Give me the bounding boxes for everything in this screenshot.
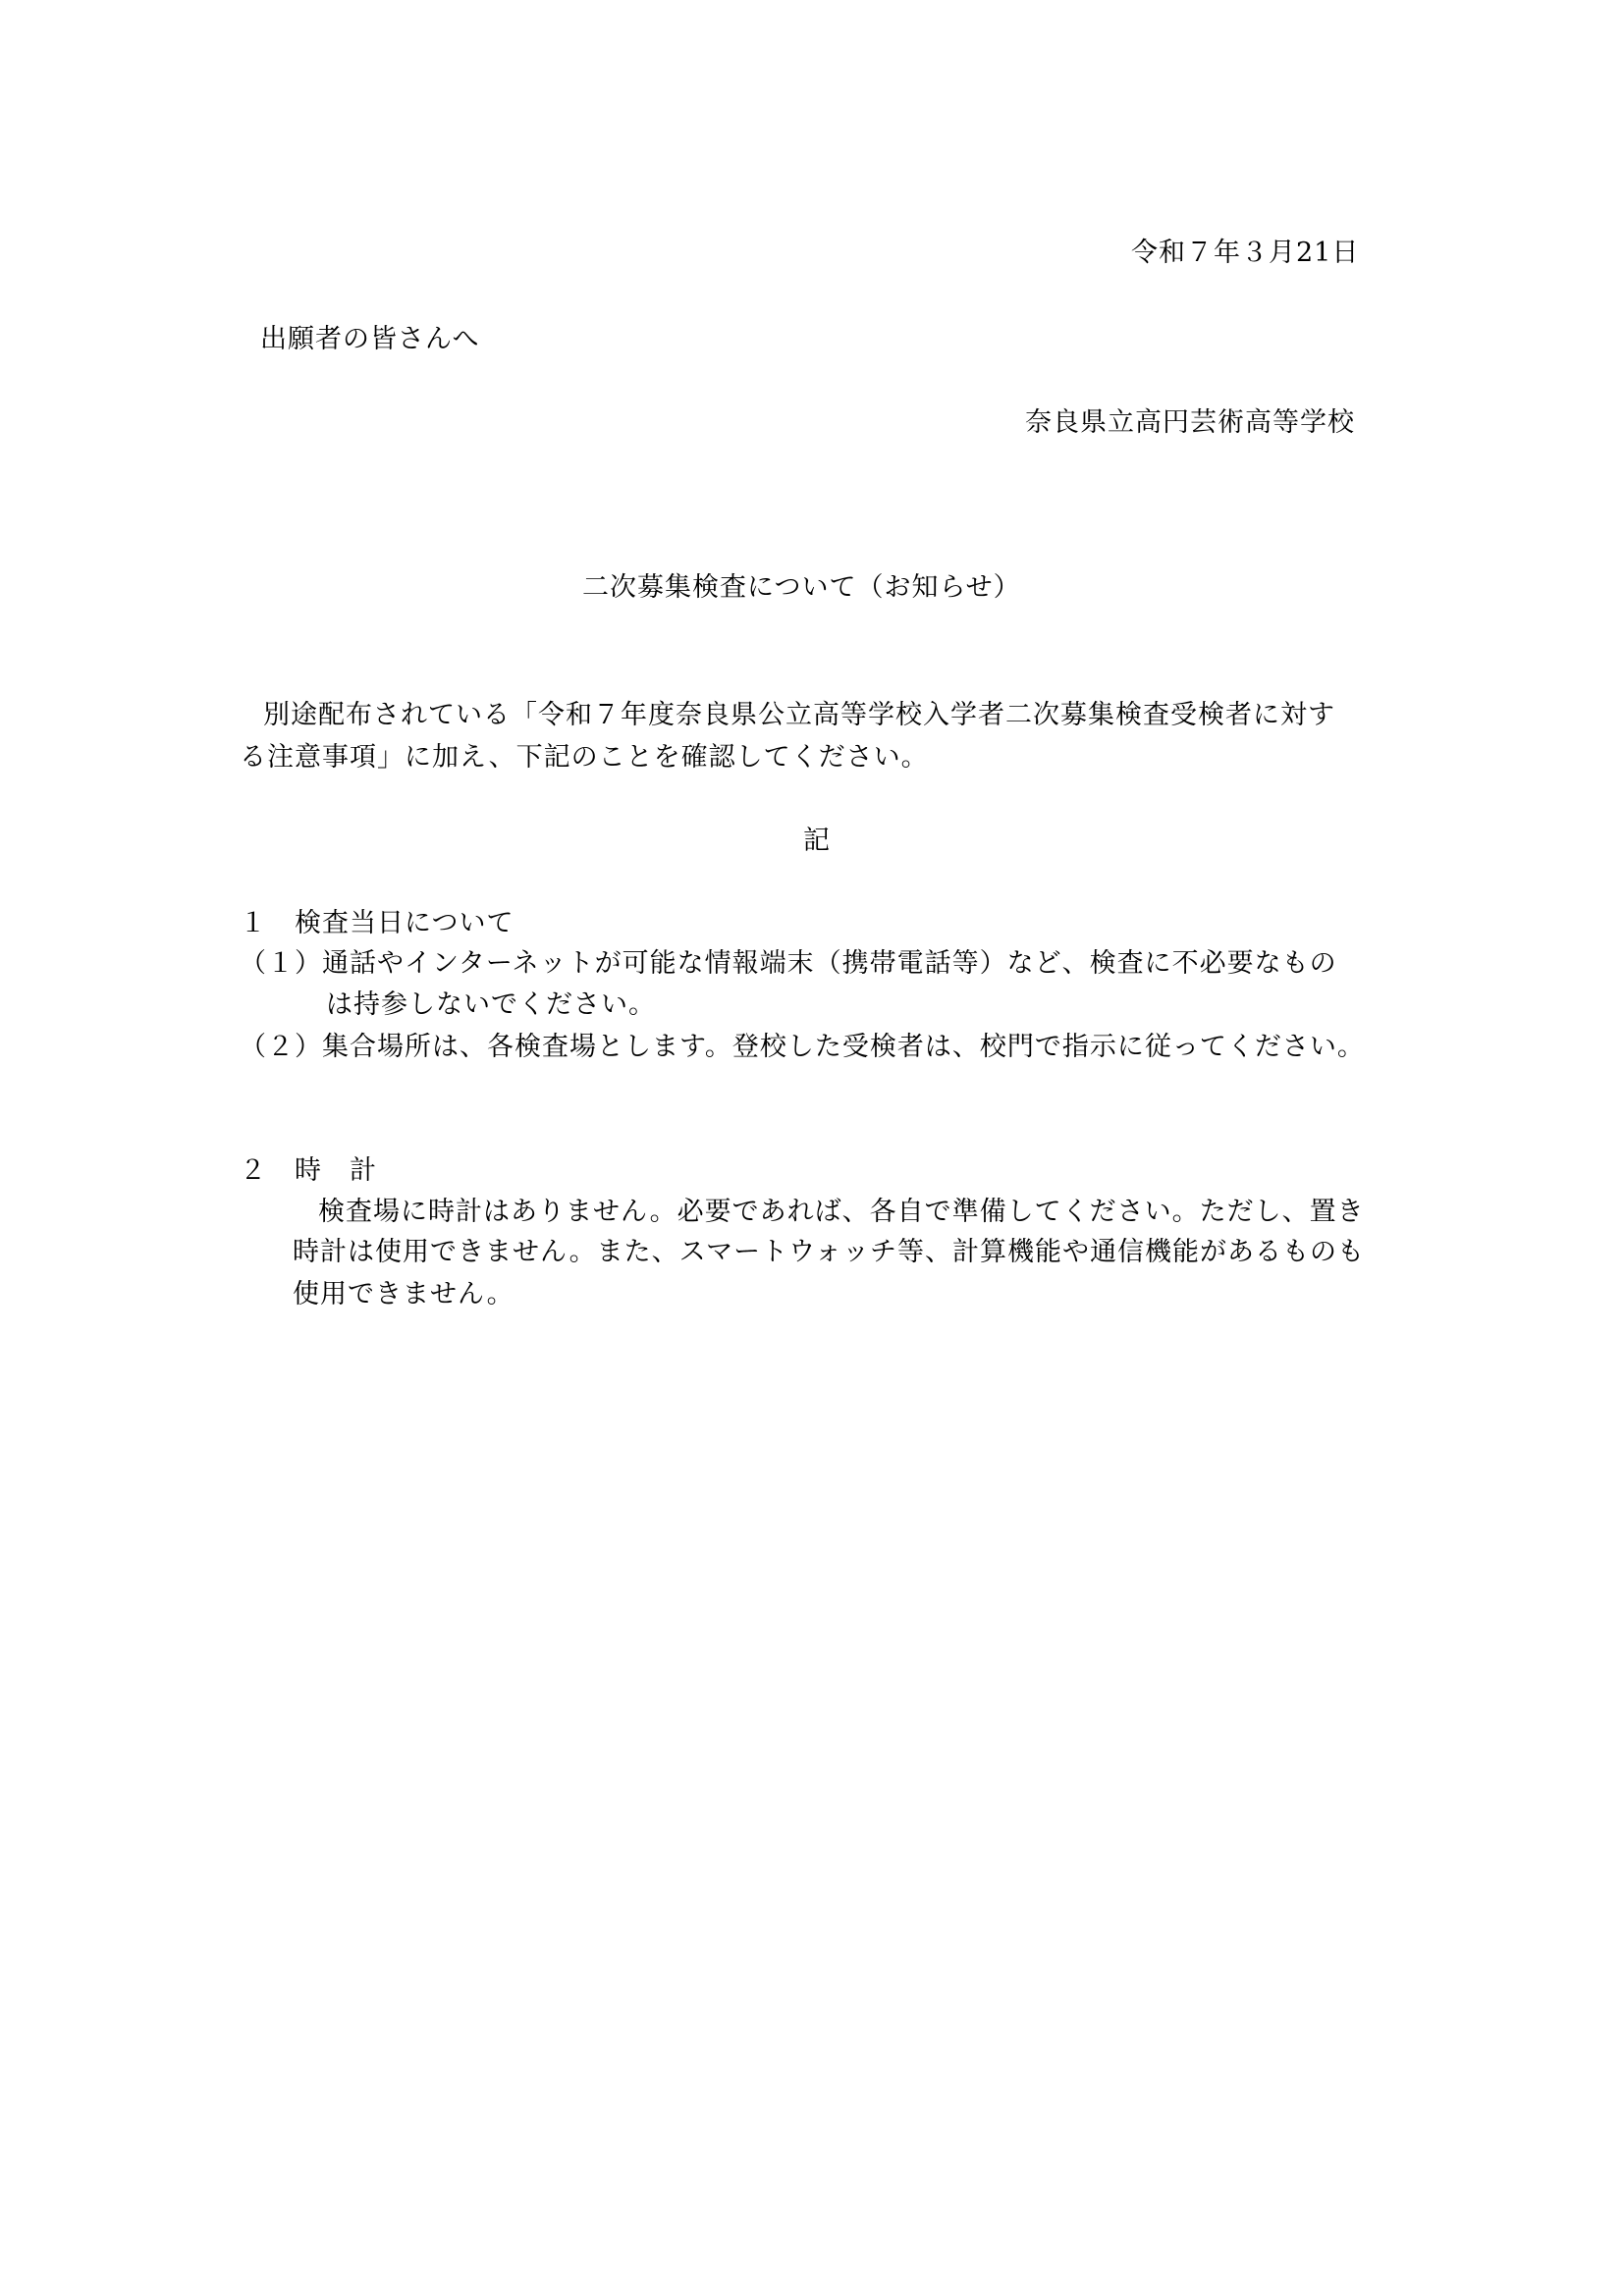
section-2-line-3: 使用できません。 — [293, 1279, 514, 1309]
document-title: 二次募集検査について（お知らせ） — [582, 572, 1021, 603]
section-2-heading: ２ 時 計 — [240, 1155, 377, 1186]
sender-school: 奈良県立高円芸術高等学校 — [1025, 407, 1355, 438]
section-1-heading: １ 検査当日について — [240, 908, 514, 938]
section-1-item-1-line-1: （１）通話やインターネットが可能な情報端末（携帯電話等）など、検査に不必要なもの — [240, 948, 1337, 979]
section-1-item-2: （２）集合場所は、各検査場とします。登校した受検者は、校門で指示に従ってください。 — [240, 1032, 1365, 1062]
section-1-item-1-line-2: は持参しないでください。 — [326, 989, 656, 1020]
section-2-line-2: 時計は使用できません。また、スマートウォッチ等、計算機能や通信機能があるものも — [293, 1237, 1365, 1267]
issue-date: 令和７年３月21日 — [1131, 238, 1360, 268]
ki-heading: 記 — [803, 826, 831, 856]
intro-line-2: る注意事項」に加え、下記のことを確認してください。 — [240, 742, 929, 773]
section-2-line-1: 検査場に時計はありません。必要であれば、各自で準備してください。ただし、置き — [318, 1197, 1365, 1227]
addressee: 出願者の皆さんへ — [260, 324, 480, 354]
intro-line-1: 別途配布されている「令和７年度奈良県公立高等学校入学者二次募集検査受検者に対す — [263, 700, 1335, 730]
